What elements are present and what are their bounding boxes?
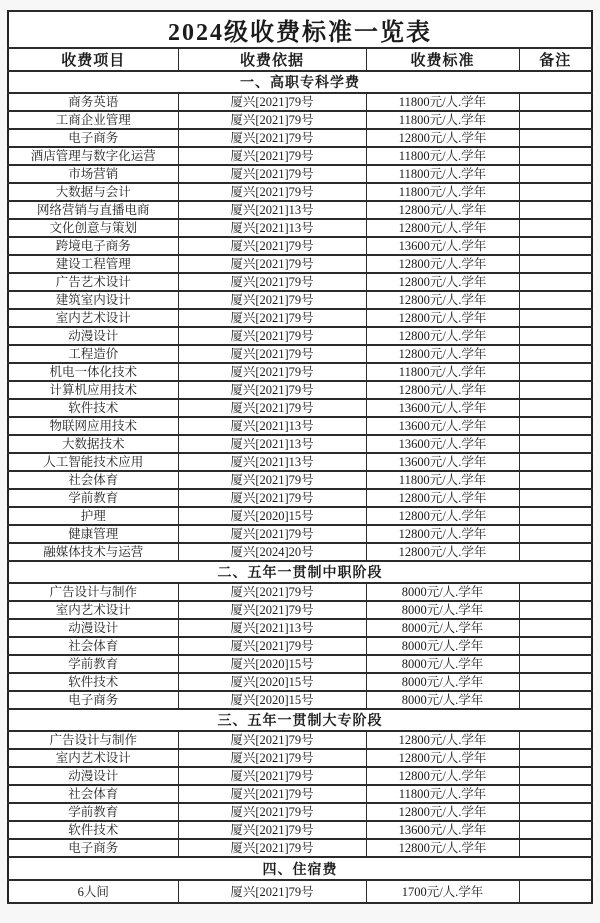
cell-standard: 12800元/人.学年 [366, 731, 519, 749]
cell-standard: 8000元/人.学年 [366, 655, 519, 673]
table-row [8, 749, 592, 767]
cell-remark [519, 880, 592, 903]
cell-standard: 11800元/人.学年 [366, 147, 519, 165]
cell-remark [519, 381, 592, 399]
cell-basis: 厦兴[2021]79号 [178, 731, 366, 749]
cell-item: 学前教育 [8, 803, 178, 821]
cell-item: 软件技术 [8, 821, 178, 839]
cell-remark [519, 435, 592, 453]
section-header-row [8, 709, 592, 731]
cell-item: 电子商务 [8, 691, 178, 709]
cell-standard: 13600元/人.学年 [366, 453, 519, 471]
cell-basis: 厦兴[2021]79号 [178, 525, 366, 543]
cell-basis: 厦兴[2021]79号 [178, 237, 366, 255]
cell-item: 计算机应用技术 [8, 381, 178, 399]
cell-item: 物联网应用技术 [8, 417, 178, 435]
cell-remark [519, 673, 592, 691]
cell-basis: 厦兴[2021]13号 [178, 219, 366, 237]
table-row [8, 147, 592, 165]
cell-basis: 厦兴[2021]79号 [178, 821, 366, 839]
cell-remark [519, 201, 592, 219]
cell-standard: 13600元/人.学年 [366, 237, 519, 255]
cell-basis: 厦兴[2021]79号 [178, 363, 366, 381]
cell-standard: 12800元/人.学年 [366, 201, 519, 219]
cell-remark [519, 749, 592, 767]
table-row [8, 673, 592, 691]
cell-basis: 厦兴[2021]79号 [178, 767, 366, 785]
table-row [8, 345, 592, 363]
cell-remark [519, 111, 592, 129]
cell-basis: 厦兴[2021]79号 [178, 803, 366, 821]
table-row [8, 880, 592, 903]
cell-item: 电子商务 [8, 839, 178, 857]
cell-standard: 12800元/人.学年 [366, 767, 519, 785]
cell-basis: 厦兴[2021]79号 [178, 839, 366, 857]
cell-item: 动漫设计 [8, 767, 178, 785]
cell-standard: 13600元/人.学年 [366, 821, 519, 839]
cell-remark [519, 453, 592, 471]
cell-item: 酒店管理与数字化运营 [8, 147, 178, 165]
cell-basis: 厦兴[2021]79号 [178, 129, 366, 147]
cell-remark [519, 471, 592, 489]
cell-item: 跨境电子商务 [8, 237, 178, 255]
cell-item: 文化创意与策划 [8, 219, 178, 237]
table-row [8, 619, 592, 637]
cell-item: 商务英语 [8, 93, 178, 111]
cell-item: 网络营销与直播电商 [8, 201, 178, 219]
cell-item: 工商企业管理 [8, 111, 178, 129]
cell-item: 广告设计与制作 [8, 731, 178, 749]
cell-remark [519, 345, 592, 363]
cell-remark [519, 507, 592, 525]
cell-basis: 厦兴[2021]79号 [178, 749, 366, 767]
cell-item: 学前教育 [8, 655, 178, 673]
cell-remark [519, 129, 592, 147]
table-row [8, 111, 592, 129]
cell-remark [519, 839, 592, 857]
cell-item: 社会体育 [8, 785, 178, 803]
cell-remark [519, 93, 592, 111]
column-header-item: 收费项目 [8, 48, 178, 71]
table-row [8, 583, 592, 601]
cell-basis: 厦兴[2021]13号 [178, 453, 366, 471]
section-header: 四、住宿费 [8, 857, 592, 880]
table-row [8, 201, 592, 219]
cell-basis: 厦兴[2021]79号 [178, 309, 366, 327]
cell-item: 广告设计与制作 [8, 583, 178, 601]
table-row [8, 165, 592, 183]
table-row [8, 129, 592, 147]
cell-basis: 厦兴[2021]79号 [178, 399, 366, 417]
cell-standard: 8000元/人.学年 [366, 601, 519, 619]
cell-remark [519, 691, 592, 709]
cell-standard: 12800元/人.学年 [366, 489, 519, 507]
cell-remark [519, 309, 592, 327]
cell-standard: 12800元/人.学年 [366, 749, 519, 767]
cell-basis: 厦兴[2021]79号 [178, 471, 366, 489]
cell-standard: 12800元/人.学年 [366, 327, 519, 345]
cell-basis: 厦兴[2021]79号 [178, 381, 366, 399]
table-row [8, 453, 592, 471]
table-row [8, 399, 592, 417]
column-header-row [8, 48, 592, 71]
cell-standard: 11800元/人.学年 [366, 785, 519, 803]
table-row [8, 435, 592, 453]
column-header-remark: 备注 [519, 48, 592, 71]
cell-item: 机电一体化技术 [8, 363, 178, 381]
table-row [8, 637, 592, 655]
section-header: 二、五年一贯制中职阶段 [8, 561, 592, 583]
table-row [8, 273, 592, 291]
cell-basis: 厦兴[2021]79号 [178, 165, 366, 183]
cell-basis: 厦兴[2020]15号 [178, 655, 366, 673]
table-row [8, 417, 592, 435]
cell-remark [519, 583, 592, 601]
cell-remark [519, 255, 592, 273]
cell-standard: 11800元/人.学年 [366, 165, 519, 183]
table-row [8, 489, 592, 507]
cell-item: 社会体育 [8, 471, 178, 489]
cell-basis: 厦兴[2021]79号 [178, 147, 366, 165]
table-row [8, 601, 592, 619]
column-header-standard: 收费标准 [366, 48, 519, 71]
cell-basis: 厦兴[2021]13号 [178, 201, 366, 219]
cell-standard: 12800元/人.学年 [366, 525, 519, 543]
table-body [8, 71, 592, 903]
cell-remark [519, 731, 592, 749]
cell-standard: 13600元/人.学年 [366, 417, 519, 435]
cell-basis: 厦兴[2021]79号 [178, 255, 366, 273]
cell-item: 动漫设计 [8, 327, 178, 345]
cell-standard: 8000元/人.学年 [366, 619, 519, 637]
cell-standard: 12800元/人.学年 [366, 803, 519, 821]
section-header-row [8, 561, 592, 583]
cell-standard: 8000元/人.学年 [366, 673, 519, 691]
cell-remark [519, 655, 592, 673]
table-row [8, 363, 592, 381]
cell-basis: 厦兴[2020]15号 [178, 691, 366, 709]
cell-basis: 厦兴[2021]13号 [178, 619, 366, 637]
cell-basis: 厦兴[2021]79号 [178, 111, 366, 129]
cell-item: 广告艺术设计 [8, 273, 178, 291]
cell-remark [519, 619, 592, 637]
table-row [8, 309, 592, 327]
cell-remark [519, 183, 592, 201]
cell-standard: 12800元/人.学年 [366, 381, 519, 399]
cell-standard: 8000元/人.学年 [366, 691, 519, 709]
section-header: 一、高职专科学费 [8, 71, 592, 93]
cell-remark [519, 147, 592, 165]
cell-basis: 厦兴[2021]79号 [178, 583, 366, 601]
cell-standard: 8000元/人.学年 [366, 637, 519, 655]
cell-item: 建筑室内设计 [8, 291, 178, 309]
page-title: 2024级收费标准一览表 [8, 11, 592, 48]
table-row [8, 327, 592, 345]
table-row [8, 507, 592, 525]
cell-standard: 12800元/人.学年 [366, 255, 519, 273]
cell-remark [519, 273, 592, 291]
document-page [7, 10, 593, 904]
table-row [8, 767, 592, 785]
table-row [8, 655, 592, 673]
cell-remark [519, 543, 592, 561]
cell-basis: 厦兴[2021]79号 [178, 291, 366, 309]
cell-remark [519, 165, 592, 183]
cell-remark [519, 821, 592, 839]
cell-basis: 厦兴[2020]15号 [178, 673, 366, 691]
cell-remark [519, 601, 592, 619]
cell-remark [519, 803, 592, 821]
cell-standard: 12800元/人.学年 [366, 129, 519, 147]
cell-basis: 厦兴[2021]79号 [178, 785, 366, 803]
table-row [8, 291, 592, 309]
cell-remark [519, 525, 592, 543]
cell-standard: 12800元/人.学年 [366, 507, 519, 525]
cell-basis: 厦兴[2021]79号 [178, 489, 366, 507]
cell-item: 电子商务 [8, 129, 178, 147]
cell-item: 室内艺术设计 [8, 309, 178, 327]
cell-remark [519, 237, 592, 255]
cell-item: 工程造价 [8, 345, 178, 363]
table-row [8, 183, 592, 201]
cell-standard: 11800元/人.学年 [366, 363, 519, 381]
table-row [8, 237, 592, 255]
section-header: 三、五年一贯制大专阶段 [8, 709, 592, 731]
cell-remark [519, 327, 592, 345]
cell-remark [519, 291, 592, 309]
cell-remark [519, 785, 592, 803]
cell-item: 市场营销 [8, 165, 178, 183]
cell-standard: 12800元/人.学年 [366, 543, 519, 561]
fee-table [7, 10, 593, 904]
cell-remark [519, 767, 592, 785]
cell-item: 大数据与会计 [8, 183, 178, 201]
cell-standard: 12800元/人.学年 [366, 309, 519, 327]
cell-item: 学前教育 [8, 489, 178, 507]
cell-basis: 厦兴[2021]79号 [178, 273, 366, 291]
cell-basis: 厦兴[2021]13号 [178, 435, 366, 453]
table-row [8, 93, 592, 111]
cell-basis: 厦兴[2020]15号 [178, 507, 366, 525]
cell-basis: 厦兴[2021]79号 [178, 601, 366, 619]
table-row [8, 525, 592, 543]
cell-basis: 厦兴[2021]13号 [178, 417, 366, 435]
cell-standard: 8000元/人.学年 [366, 583, 519, 601]
cell-basis: 厦兴[2021]79号 [178, 183, 366, 201]
table-row [8, 785, 592, 803]
cell-item: 融媒体技术与运营 [8, 543, 178, 561]
table-row [8, 821, 592, 839]
table-row [8, 381, 592, 399]
cell-standard: 12800元/人.学年 [366, 273, 519, 291]
cell-basis: 厦兴[2021]79号 [178, 327, 366, 345]
cell-standard: 1700元/人.学年 [366, 880, 519, 903]
cell-standard: 12800元/人.学年 [366, 291, 519, 309]
cell-item: 室内艺术设计 [8, 601, 178, 619]
cell-standard: 12800元/人.学年 [366, 839, 519, 857]
cell-standard: 13600元/人.学年 [366, 399, 519, 417]
cell-remark [519, 399, 592, 417]
cell-remark [519, 637, 592, 655]
cell-remark [519, 363, 592, 381]
table-row [8, 731, 592, 749]
cell-item: 6人间 [8, 880, 178, 903]
table-row [8, 803, 592, 821]
cell-item: 大数据技术 [8, 435, 178, 453]
cell-item: 软件技术 [8, 673, 178, 691]
cell-remark [519, 417, 592, 435]
cell-standard: 12800元/人.学年 [366, 219, 519, 237]
cell-item: 人工智能技术应用 [8, 453, 178, 471]
cell-item: 建设工程管理 [8, 255, 178, 273]
cell-basis: 厦兴[2021]79号 [178, 93, 366, 111]
cell-basis: 厦兴[2021]79号 [178, 880, 366, 903]
cell-remark [519, 219, 592, 237]
cell-remark [519, 489, 592, 507]
cell-standard: 11800元/人.学年 [366, 471, 519, 489]
table-row [8, 543, 592, 561]
cell-standard: 11800元/人.学年 [366, 111, 519, 129]
cell-item: 室内艺术设计 [8, 749, 178, 767]
cell-item: 软件技术 [8, 399, 178, 417]
section-header-row [8, 71, 592, 93]
table-row [8, 471, 592, 489]
table-row [8, 219, 592, 237]
cell-standard: 12800元/人.学年 [366, 345, 519, 363]
cell-item: 护理 [8, 507, 178, 525]
cell-basis: 厦兴[2024]20号 [178, 543, 366, 561]
cell-basis: 厦兴[2021]79号 [178, 345, 366, 363]
cell-item: 社会体育 [8, 637, 178, 655]
cell-standard: 13600元/人.学年 [366, 435, 519, 453]
cell-item: 健康管理 [8, 525, 178, 543]
title-row [8, 11, 592, 48]
cell-standard: 11800元/人.学年 [366, 93, 519, 111]
cell-standard: 11800元/人.学年 [366, 183, 519, 201]
section-header-row [8, 857, 592, 880]
cell-basis: 厦兴[2021]79号 [178, 637, 366, 655]
table-row [8, 839, 592, 857]
column-header-basis: 收费依据 [178, 48, 366, 71]
table-row [8, 255, 592, 273]
table-row [8, 691, 592, 709]
cell-item: 动漫设计 [8, 619, 178, 637]
